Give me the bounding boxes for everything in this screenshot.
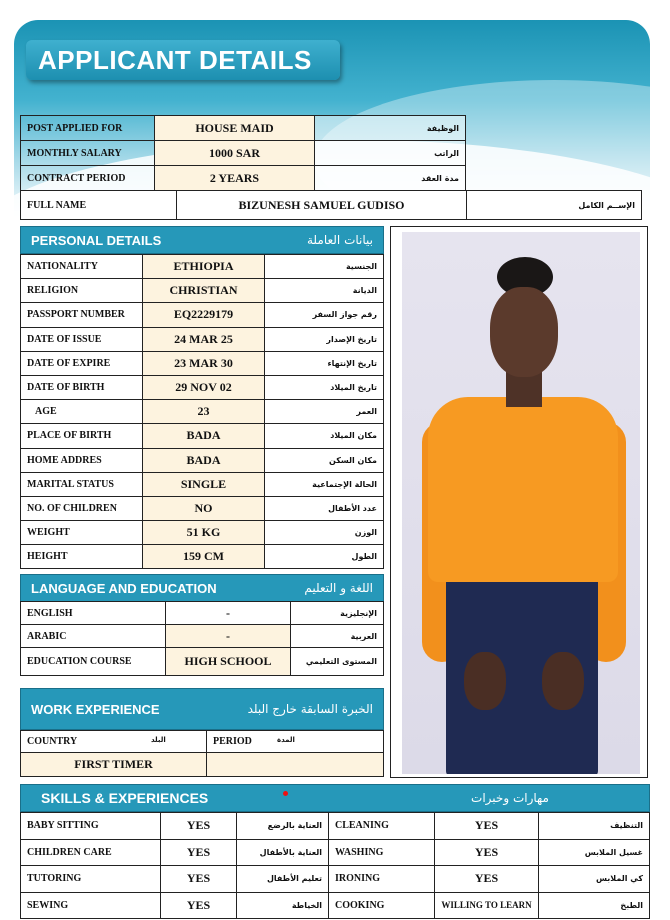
period-cell	[207, 731, 384, 753]
personal-value: 23 MAR 30	[143, 351, 265, 375]
language-label: EDUCATION COURSE	[21, 648, 166, 676]
personal-label: PASSPORT NUMBER	[21, 303, 143, 327]
country-cell	[21, 731, 207, 753]
applicant-photo	[402, 232, 640, 774]
job-table	[20, 115, 466, 191]
skill-ar: العناية بالرضع	[237, 813, 329, 840]
fullname-value: BIZUNESH SAMUEL GUDISO	[177, 191, 467, 220]
skill-label: SEWING	[21, 892, 161, 919]
personal-value: 24 MAR 25	[143, 327, 265, 351]
post-applied-ar: الوظيفة	[315, 116, 466, 141]
country-ar: البلد	[151, 736, 166, 744]
personal-label: DATE OF BIRTH	[21, 375, 143, 399]
skill-label: IRONING	[329, 866, 435, 893]
skills-title-ar: مهارات وخبرات	[471, 791, 549, 805]
personal-label: AGE	[21, 400, 143, 424]
personal-value: BADA	[143, 448, 265, 472]
personal-label: DATE OF EXPIRE	[21, 351, 143, 375]
personal-ar: الحالة الإجتماعية	[265, 472, 384, 496]
country-label: COUNTRY	[27, 736, 78, 747]
personal-ar: تاريخ الإصدار	[265, 327, 384, 351]
personal-ar: عدد الأطفال	[265, 496, 384, 520]
work-table	[20, 730, 384, 777]
fullname-ar: الإســم الكامل	[467, 191, 642, 220]
personal-ar: رقم جواز السفر	[265, 303, 384, 327]
table-row	[21, 279, 384, 303]
personal-value: EQ2229179	[143, 303, 265, 327]
skill-ar: تعليم الأطفال	[237, 866, 329, 893]
photo-hand	[464, 652, 506, 710]
skill-value: YES	[161, 892, 237, 919]
personal-label: WEIGHT	[21, 521, 143, 545]
salary-label: MONTHLY SALARY	[21, 141, 155, 166]
skill-ar: الطبخ	[539, 892, 650, 919]
table-row	[21, 255, 384, 279]
personal-value: 159 CM	[143, 545, 265, 569]
skill-ar: كي الملابس	[539, 866, 650, 893]
table-row	[21, 400, 384, 424]
language-ar: المستوى التعليمي	[291, 648, 384, 676]
table-row	[21, 625, 384, 648]
skill-label: COOKING	[329, 892, 435, 919]
period-ar: المدة	[277, 736, 295, 744]
personal-ar: الطول	[265, 545, 384, 569]
table-row	[21, 141, 466, 166]
table-row	[21, 116, 466, 141]
table-row	[21, 731, 384, 753]
personal-value: NO	[143, 496, 265, 520]
table-row	[21, 303, 384, 327]
table-row	[21, 448, 384, 472]
skill-value: YES	[435, 866, 539, 893]
table-row	[21, 602, 384, 625]
skill-value: YES	[435, 839, 539, 866]
personal-details-title-ar: بيانات العاملة	[307, 233, 373, 247]
table-row	[21, 472, 384, 496]
salary-ar: الراتب	[315, 141, 466, 166]
skill-label: TUTORING	[21, 866, 161, 893]
contract-ar: مدة العقد	[315, 166, 466, 191]
skill-value: YES	[161, 813, 237, 840]
table-row	[21, 351, 384, 375]
skill-ar: التنظيف	[539, 813, 650, 840]
skill-value: YES	[161, 866, 237, 893]
salary-value: 1000 SAR	[155, 141, 315, 166]
personal-label: PLACE OF BIRTH	[21, 424, 143, 448]
language-value: HIGH SCHOOL	[166, 648, 291, 676]
work-experience-header	[20, 688, 384, 730]
personal-label: NATIONALITY	[21, 255, 143, 279]
skills-header	[20, 784, 650, 812]
table-row	[21, 191, 642, 220]
page-title: APPLICANT DETAILS	[26, 40, 340, 80]
table-row	[21, 753, 384, 777]
table-row	[21, 892, 650, 919]
table-row	[21, 327, 384, 351]
skill-ar: العناية بالأطفال	[237, 839, 329, 866]
photo-hand	[542, 652, 584, 710]
personal-label: NO. OF CHILDREN	[21, 496, 143, 520]
table-row	[21, 166, 466, 191]
personal-details-title: PERSONAL DETAILS	[31, 232, 162, 248]
personal-value: 51 KG	[143, 521, 265, 545]
skills-title: SKILLS & EXPERIENCES	[41, 790, 209, 806]
table-row	[21, 424, 384, 448]
language-value: -	[166, 625, 291, 648]
language-label: ENGLISH	[21, 602, 166, 625]
table-row	[21, 839, 650, 866]
personal-ar: الديانة	[265, 279, 384, 303]
table-row	[21, 496, 384, 520]
work-experience-title: WORK EXPERIENCE	[31, 701, 160, 717]
table-row	[21, 375, 384, 399]
skill-ar: غسيل الملابس	[539, 839, 650, 866]
personal-label: HEIGHT	[21, 545, 143, 569]
language-ar: العربية	[291, 625, 384, 648]
personal-value: 29 NOV 02	[143, 375, 265, 399]
fullname-table	[20, 190, 642, 220]
red-dot	[283, 791, 288, 796]
language-title: LANGUAGE AND EDUCATION	[31, 580, 217, 596]
table-row	[21, 545, 384, 569]
contract-value: 2 YEARS	[155, 166, 315, 191]
work-experience-title-ar: الخبرة السابقة خارج البلد	[247, 702, 373, 716]
skill-label: CHILDREN CARE	[21, 839, 161, 866]
personal-ar: الوزن	[265, 521, 384, 545]
post-applied-label: POST APPLIED FOR	[21, 116, 155, 141]
language-value: -	[166, 602, 291, 625]
personal-value: ETHIOPIA	[143, 255, 265, 279]
personal-label: DATE OF ISSUE	[21, 327, 143, 351]
personal-ar: الجنسية	[265, 255, 384, 279]
personal-label: MARITAL STATUS	[21, 472, 143, 496]
work-period-value	[207, 753, 384, 777]
personal-value: SINGLE	[143, 472, 265, 496]
language-label: ARABIC	[21, 625, 166, 648]
photo-head	[490, 287, 558, 377]
skill-value: YES	[161, 839, 237, 866]
personal-ar: العمر	[265, 400, 384, 424]
personal-ar: مكان الميلاد	[265, 424, 384, 448]
language-title-ar: اللغة و التعليم	[304, 581, 373, 595]
language-ar: الإنجليزية	[291, 602, 384, 625]
period-label: PERIOD	[213, 736, 252, 747]
personal-ar: تاريخ الإنتهاء	[265, 351, 384, 375]
language-header	[20, 574, 384, 602]
language-table	[20, 601, 384, 676]
personal-label: HOME ADDRES	[21, 448, 143, 472]
personal-ar: تاريخ الميلاد	[265, 375, 384, 399]
post-applied-value: HOUSE MAID	[155, 116, 315, 141]
skill-label: BABY SITTING	[21, 813, 161, 840]
skill-value: WILLING TO LEARN	[435, 892, 539, 919]
photo-torso	[428, 397, 618, 582]
skills-table	[20, 812, 650, 919]
personal-ar: مكان السكن	[265, 448, 384, 472]
skill-ar: الخياطة	[237, 892, 329, 919]
personal-value: 23	[143, 400, 265, 424]
table-row	[21, 521, 384, 545]
skill-label: WASHING	[329, 839, 435, 866]
personal-details-header	[20, 226, 384, 254]
contract-label: CONTRACT PERIOD	[21, 166, 155, 191]
fullname-label: FULL NAME	[21, 191, 177, 220]
personal-value: BADA	[143, 424, 265, 448]
table-row	[21, 866, 650, 893]
table-row	[21, 648, 384, 676]
table-row	[21, 813, 650, 840]
personal-value: CHRISTIAN	[143, 279, 265, 303]
skill-label: CLEANING	[329, 813, 435, 840]
work-value: FIRST TIMER	[21, 753, 207, 777]
skill-value: YES	[435, 813, 539, 840]
personal-table	[20, 254, 384, 569]
personal-label: RELIGION	[21, 279, 143, 303]
